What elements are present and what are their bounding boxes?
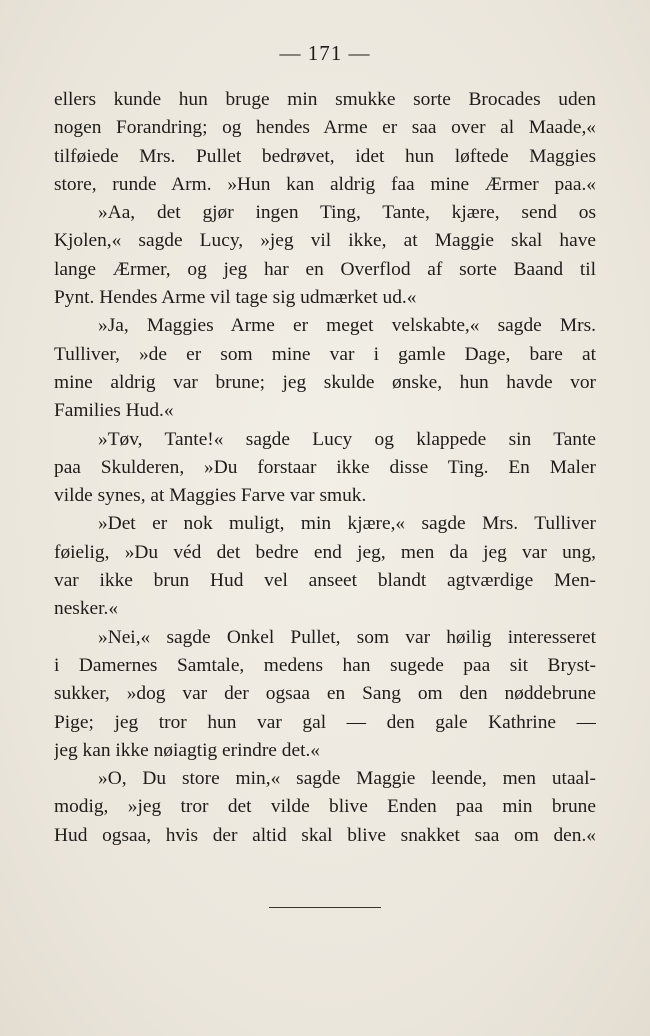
page-number: — 171 — [279,41,371,65]
text-line: paa Skulderen, »Du forstaar ikke disse Ting. En Maler [54,456,596,478]
text-line: »O, Du store min,« sagde Maggie leende, men utaal- [98,768,596,790]
text-line: tilføiede Mrs. Pullet bedrøvet, idet hun løftede Maggies [54,145,596,167]
text-line: Families Hud.« [54,400,174,422]
text-line: Tulliver, »de er som mine var i gamle Dage, bare at [54,343,596,365]
text-line: var ikke brun Hud vel anseet blandt agtværdige Men- [54,570,596,592]
text-line: »Det er nok muligt, min kjære,« sagde Mrs. Tulliver [98,513,596,535]
text-line: Pige; jeg tror hun var gal — den gale Kathrine — [54,711,596,733]
text-line: »Ja, Maggies Arme er meget velskabte,« sagde Mrs. [98,315,596,337]
text-line: »Tøv, Tante!« sagde Lucy og klappede sin Tante [98,428,596,450]
text-line: Pynt. Hendes Arme vil tage sig udmærket ud.« [54,287,417,309]
text-line: »Aa, det gjør ingen Ting, Tante, kjære, send os [98,202,596,224]
text-line: vilde synes, at Maggies Farve var smuk. [54,485,367,507]
text-line: i Damernes Samtale, medens han sugede paa sit Bryst- [54,654,596,676]
footer-divider [269,907,381,908]
text-line: mine aldrig var brune; jeg skulde ønske, hun havde vor [54,371,596,393]
text-line: modig, »jeg tror det vilde blive Enden paa min brune [54,796,596,818]
text-line: nesker.« [54,598,119,620]
body-text [54,86,596,850]
text-line: jeg kan ikke nøiagtig erindre det.« [54,739,320,761]
text-line: sukker, »dog var der ogsaa en Sang om den nøddebrune [54,683,596,705]
text-line: Hud ogsaa, hvis der altid skal blive snakket saa om den.« [54,824,596,846]
text-line: lange Ærmer, og jeg har en Overflod af sorte Baand til [54,258,596,280]
text-line: ellers kunde hun bruge min smukke sorte Brocades uden [54,89,596,110]
text-line: nogen Forandring; og hendes Arme er saa over al Maade,« [54,117,596,139]
text-line: »Nei,« sagde Onkel Pullet, som var høilig interesseret [98,626,596,648]
text-line: Kjolen,« sagde Lucy, »jeg vil ikke, at Maggie skal have [54,230,596,252]
text-line: store, runde Arm. »Hun kan aldrig faa mine Ærmer paa.« [54,173,596,195]
text-line: føielig, »Du véd det bedre end jeg, men da jeg var ung, [54,541,596,563]
